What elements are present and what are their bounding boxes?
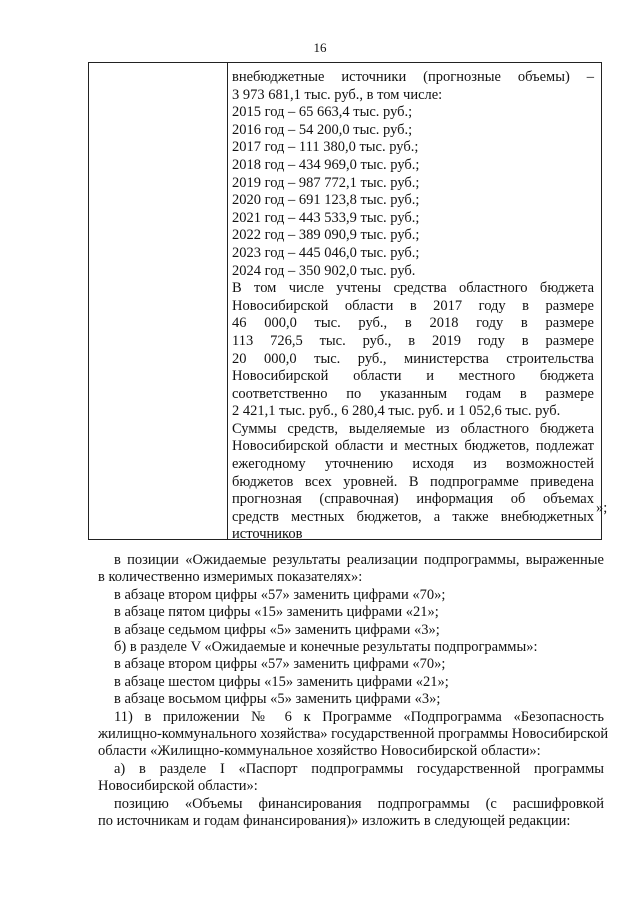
table-line: 2022 год – 389 090,9 тыс. руб.;: [232, 227, 420, 244]
paragraph-line: в абзаце пятом цифры «15» заменить цифрами «21»;: [114, 604, 439, 621]
paragraph-line: в абзаце восьмом цифры «5» заменить цифрами «3»;: [114, 691, 441, 708]
paragraph-line: в позиции «Ожидаемые результаты реализации подпрограммы, выраженные: [114, 552, 604, 568]
table-line: Новосибирской области и местного бюджета: [232, 368, 594, 385]
table-line: 20 000,0 тыс. руб., министерства строительства: [232, 350, 594, 367]
table-line: средств местных бюджетов, а также внебюджетных: [232, 508, 594, 525]
paragraph-line: в абзаце седьмом цифры «5» заменить цифрами «3»;: [114, 621, 440, 638]
body-text: [98, 552, 609, 831]
table-line: соответственно по указанным годам в размере: [232, 385, 594, 402]
table-right-cell: [232, 69, 594, 544]
paragraph-line: в количественно измеримых показателях»:: [98, 569, 363, 586]
table-line: 46 000,0 тыс. руб., в 2018 году в размере: [232, 315, 594, 332]
paragraph-line: 11) в приложении № 6 к Программе «Подпрограмма «Безопасность: [114, 708, 604, 725]
paragraph-line: в абзаце втором цифры «57» заменить цифрами «70»;: [114, 586, 446, 603]
paragraph-line: б) в разделе V «Ожидаемые и конечные результаты подпрограммы»:: [114, 639, 538, 656]
paragraph-line: позицию «Объемы финансирования подпрограммы (с расшифровкой: [114, 795, 604, 812]
table-line: Новосибирской области в 2017 году в размере: [232, 297, 594, 314]
paragraph-line: жилищно-коммунального хозяйства» государственной программы Новосибирской: [98, 726, 609, 743]
table-line: ежегодному уточнению исходя из возможностей: [232, 456, 594, 473]
table-line: 2018 год – 434 969,0 тыс. руб.;: [232, 156, 420, 173]
paragraph-line: Новосибирской области»:: [98, 778, 258, 795]
table-line: источников: [232, 526, 303, 543]
table-line: бюджетов всех уровней. В подпрограмме приведена: [232, 473, 594, 490]
table-line: В том числе учтены средства областного бюджета: [232, 280, 594, 297]
table-line: 2015 год – 65 663,4 тыс. руб.;: [232, 104, 413, 121]
table-line: 2 421,1 тыс. руб., 6 280,4 тыс. руб. и 1 052,6 тыс. руб.: [232, 403, 561, 420]
table-line: Суммы средств, выделяемые из областного бюджета: [232, 420, 594, 437]
table-line: 2017 год – 111 380,0 тыс. руб.;: [232, 139, 419, 156]
table-line: 2016 год – 54 200,0 тыс. руб.;: [232, 121, 413, 138]
table-line: 2023 год – 445 046,0 тыс. руб.;: [232, 244, 420, 261]
paragraph-line: а) в разделе I «Паспорт подпрограммы государственной программы: [114, 760, 604, 777]
table-line: 3 973 681,1 тыс. руб., в том числе:: [232, 86, 443, 103]
table-line: внебюджетные источники (прогнозные объемы) –: [232, 69, 594, 85]
table-line: 2024 год – 350 902,0 тыс. руб.: [232, 262, 416, 279]
paragraph-line: области «Жилищно-коммунальное хозяйство Новосибирской области»:: [98, 743, 541, 760]
table-line: 2019 год – 987 772,1 тыс. руб.;: [232, 174, 420, 191]
table-line: Новосибирской области и местных бюджетов, подлежат: [232, 438, 594, 455]
paragraph-line: в абзаце втором цифры «57» заменить цифрами «70»;: [114, 656, 446, 673]
table-line: 113 726,5 тыс. руб., в 2019 году в размере: [232, 332, 594, 349]
paragraph-line: по источникам и годам финансирования)» изложить в следующей редакции:: [98, 813, 571, 830]
financing-table: [88, 62, 602, 543]
paragraph-line: в абзаце шестом цифры «15» заменить цифрами «21»;: [114, 673, 449, 690]
table-line: прогнозная (справочная) информация об объемах: [232, 491, 594, 508]
page-number: 16: [313, 40, 327, 55]
closing-quote-mark: »;: [596, 500, 608, 516]
table-left-cell: [227, 63, 228, 539]
table-line: 2021 год – 443 533,9 тыс. руб.;: [232, 209, 420, 226]
table-line: 2020 год – 691 123,8 тыс. руб.;: [232, 192, 420, 209]
